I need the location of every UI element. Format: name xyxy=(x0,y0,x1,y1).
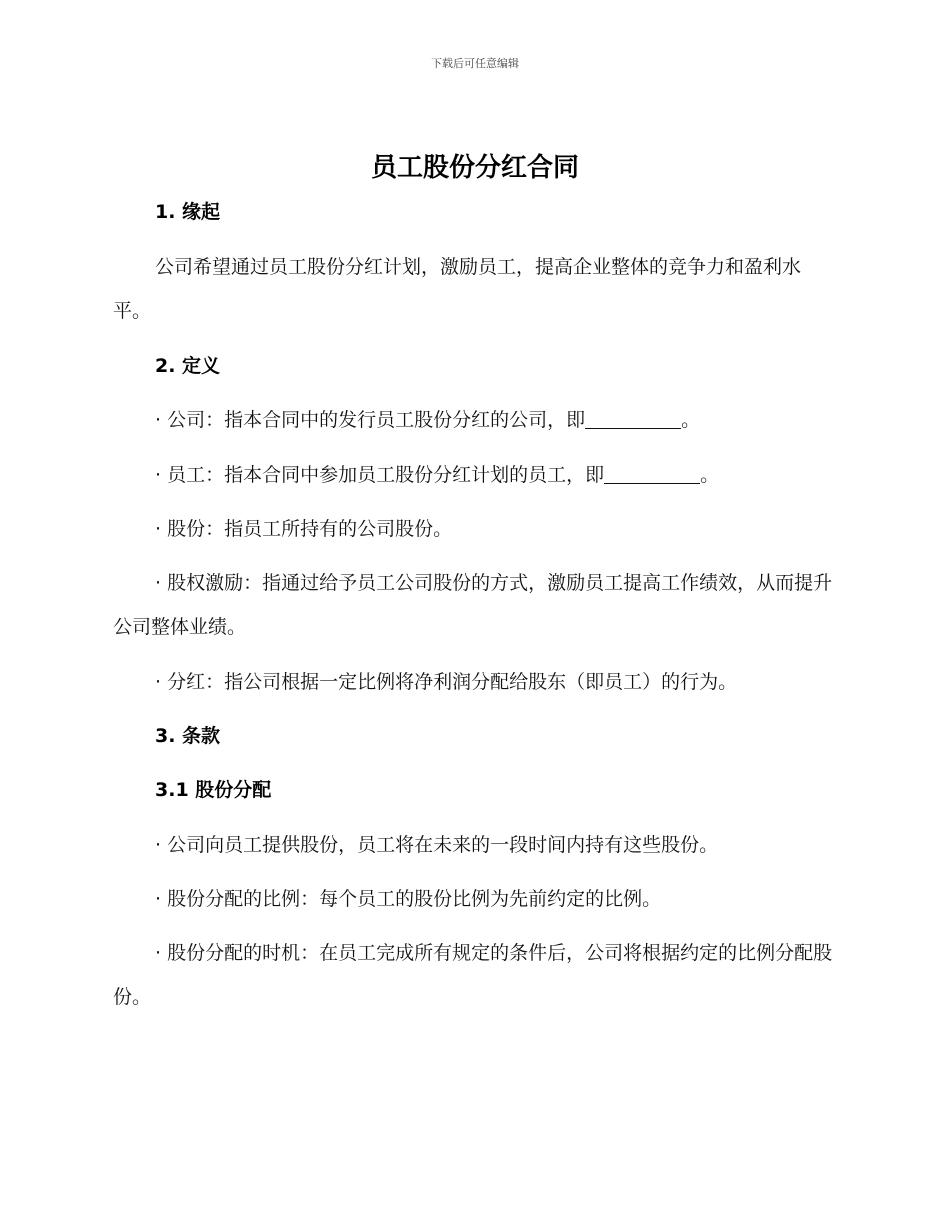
definition-dividend: · 分红：指公司根据一定比例将净利润分配给股东（即员工）的行为。 xyxy=(155,671,738,693)
clause-share-timing: · 股份分配的时机：在员工完成所有规定的条件后，公司将根据约定的比例分配股份。 xyxy=(113,942,833,1008)
section-3-heading: 3. 条款 xyxy=(155,725,221,747)
definition-equity-incentive: · 股权激励：指通过给予员工公司股份的方式，激励员工提高工作绩效，从而提升公司整体业绩。 xyxy=(113,572,833,638)
header-note: 下载后可任意编辑 xyxy=(431,57,519,70)
fill-in-blank-employee xyxy=(604,465,700,484)
definition-company-end: 。 xyxy=(681,409,701,431)
document-title: 员工股份分红合同 xyxy=(370,153,579,183)
definition-employee-text: · 员工：指本合同中参加员工股份分红计划的员工，即 xyxy=(155,464,605,486)
section-2-heading: 2. 定义 xyxy=(155,355,221,377)
fill-in-blank-company xyxy=(585,410,681,429)
definition-company-text: · 公司：指本合同中的发行员工股份分红的公司，即 xyxy=(155,409,586,431)
clause-share-ratio: · 股份分配的比例：每个员工的股份比例为先前约定的比例。 xyxy=(155,888,662,910)
definition-employee-end: 。 xyxy=(700,464,720,486)
definition-company xyxy=(113,398,838,442)
section-1-heading: 1. 缘起 xyxy=(155,201,221,223)
section-1-paragraph: 公司希望通过员工股份分红计划，激励员工，提高企业整体的竞争力和盈利水平。 xyxy=(113,256,802,322)
section-3-1-heading: 3.1 股份分配 xyxy=(155,779,272,801)
definition-shares: · 股份：指员工所持有的公司股份。 xyxy=(155,518,453,540)
definition-employee xyxy=(113,453,838,497)
clause-share-provision: · 公司向员工提供股份，员工将在未来的一段时间内持有这些股份。 xyxy=(155,834,719,856)
